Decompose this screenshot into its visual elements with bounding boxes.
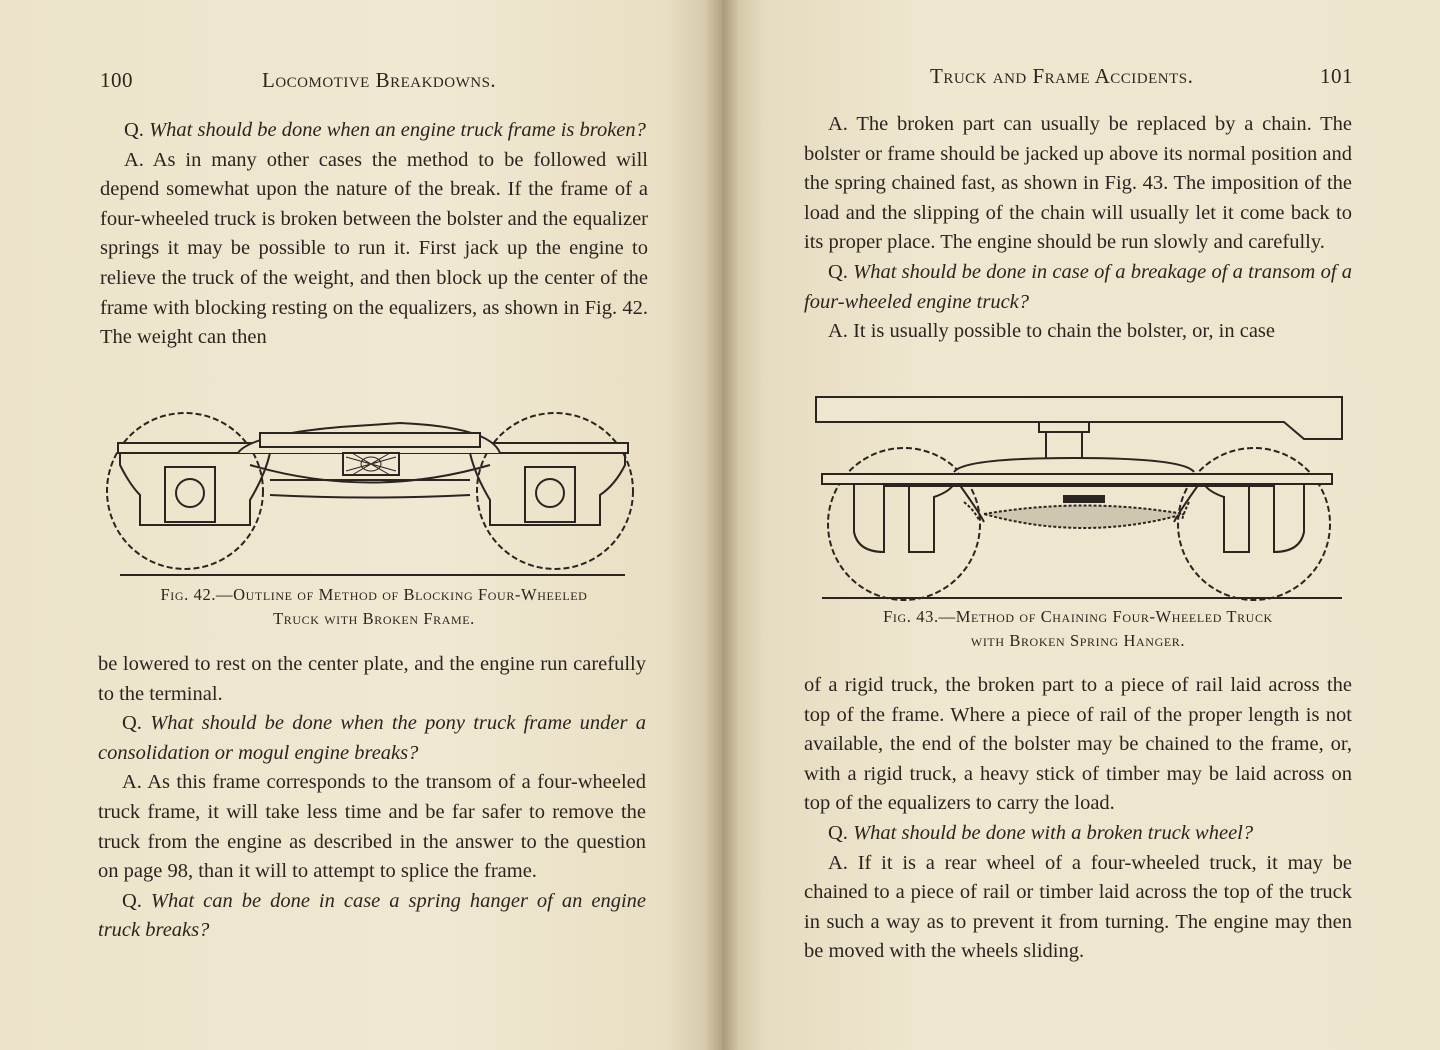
paragraph-text: As this frame corresponds to the transom of a four-wheeled truck frame, it will take less time and be far safer to remove the truck from the engine as described in the answer to the question on page 98, than it will to attempt to splice the frame. — [98, 771, 646, 883]
left-bottom-text — [98, 650, 646, 946]
paragraph-text: of a rigid truck, the broken part to a piece of rail laid across the top of the frame. Where a piece of rail of the proper length is not available, the end of the bolster may be chained to the frame, or, with a rigid truck, a heavy stick of timber may be laid across on top of the equalizers to carry the load. — [804, 674, 1352, 815]
paragraph-text: What should be done with a broken truck wheel? — [853, 821, 1254, 844]
paragraph-lead: A. — [122, 771, 142, 794]
paragraph-lead: A. — [124, 148, 144, 171]
paragraph-text: It is usually possible to chain the bolster, or, in case — [853, 320, 1276, 343]
paragraph-lead: Q. — [828, 260, 848, 283]
paragraph-text: What should be done in case of a breakage of a transom of a four-wheeled engine truck? — [804, 260, 1352, 313]
left-wheel — [107, 413, 263, 569]
right-page-number: 101 — [1320, 64, 1353, 88]
paragraph-lead: A. — [828, 320, 848, 343]
question-paragraph — [100, 116, 648, 146]
figure-42-truck-blocking-illustration — [100, 405, 640, 583]
right-bottom-text — [804, 671, 1352, 967]
paragraph-lead: Q. — [122, 889, 142, 912]
paragraph-text: As in many other cases the method to be followed will depend somewhat upon the nature of the break. If the frame of a four-wheeled truck is broken between the bolster and the equalizer springs it may be possible to run it. First jack up the engine to relieve the truck of the weight, and then block up the center of the frame with blocking resting on the equalizers, as shown in Fig. 42. The weight can then — [100, 148, 648, 349]
left-running-title: Locomotive Breakdowns. — [262, 68, 497, 92]
figure-43-truck-chaining-illustration — [814, 392, 1350, 604]
answer-paragraph — [100, 146, 648, 353]
figure-43-caption — [804, 605, 1352, 653]
left-page-number: 100 — [100, 68, 133, 92]
broken-spring — [984, 506, 1184, 529]
right-wheel — [1178, 448, 1330, 600]
paragraph-lead: A. — [828, 851, 848, 874]
paragraph-lead: Q. — [828, 821, 848, 844]
left-top-text — [100, 116, 648, 353]
right-wheel — [477, 413, 633, 569]
paragraph-text: What can be done in case a spring hanger of an engine truck breaks? — [98, 889, 646, 942]
paragraph-text: What should be done when the pony truck frame under a consolidation or mogul engine breaks? — [98, 712, 646, 764]
answer-paragraph — [804, 110, 1352, 258]
paragraph-lead: Q. — [124, 119, 144, 141]
paragraph-text: The broken part can usually be replaced by a chain. The bolster or frame should be jacked up above its normal position and the spring chained fast, as shown in Fig. 43. The imposition of the load and the slipping of the chain will usually let it come back to its proper place. The engine should be run slowly and carefully. — [804, 113, 1352, 254]
answer-paragraph — [804, 849, 1352, 967]
question-paragraph — [98, 887, 646, 946]
paragraph-text: be lowered to rest on the center plate, and the engine run carefully to the terminal. — [98, 653, 646, 705]
right-running-title: Truck and Frame Accidents. — [930, 64, 1194, 88]
caption-line: Fig. 43.—Method of Chaining Four-Wheeled Truck — [883, 607, 1273, 626]
caption-line: with Broken Spring Hanger. — [970, 631, 1186, 650]
question-paragraph — [804, 819, 1352, 849]
question-paragraph — [98, 709, 646, 768]
continued-paragraph — [98, 650, 646, 709]
question-paragraph — [804, 258, 1352, 317]
caption-line: Fig. 42.—Outline of Method of Blocking Four-Wheeled — [160, 585, 588, 604]
figure-42-caption — [100, 583, 648, 631]
paragraph-text: If it is a rear wheel of a four-wheeled truck, it may be chained to a piece of rail or timber laid across the top of the truck in such a way as to prevent it from turning. The engine may then be moved with the wheels sliding. — [804, 851, 1352, 963]
paragraph-lead: Q. — [122, 712, 142, 735]
paragraph-lead: A. — [828, 113, 848, 135]
paragraph-text: What should be done when an engine truck frame is broken? — [149, 119, 646, 141]
caption-line: Truck with Broken Frame. — [273, 609, 475, 628]
right-top-text — [804, 110, 1352, 347]
frame-top-bar — [822, 474, 1332, 484]
answer-paragraph — [98, 768, 646, 886]
continued-paragraph — [804, 671, 1352, 819]
answer-paragraph — [804, 317, 1352, 347]
right-page — [722, 0, 1440, 1050]
